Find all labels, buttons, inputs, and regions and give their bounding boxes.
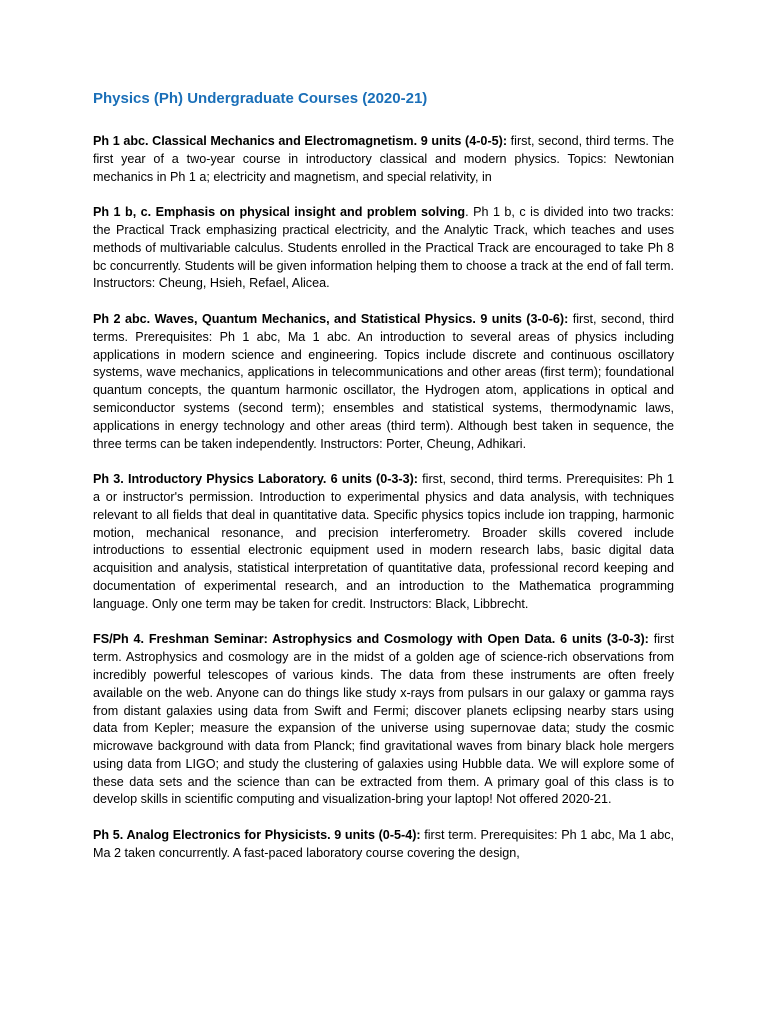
- course-description: . Ph 1 b, c is divided into two tracks: the Practical Track emphasizing practical electricity, and the Analytic Track, which teaches and uses methods of multivariable calculus. Students enrolled in the Practical Track are encouraged to take Ph 8 bc concurrently. Students will be given information helping them to choose a track at the end of fall term. Instructors: Cheung, Hsieh, Refael, Alicea.: [93, 205, 674, 291]
- course-ph1bc: [93, 204, 674, 293]
- course-ph3: [93, 471, 674, 613]
- document-page: [93, 88, 674, 880]
- course-heading: FS/Ph 4. Freshman Seminar: Astrophysics and Cosmology with Open Data. 6 units (3-0-3):: [93, 632, 649, 647]
- course-description: first term. Prerequisites: Ph 1 abc, Ma 1 abc, Ma 2 taken concurrently. A fast-paced laboratory course covering the design,: [93, 828, 674, 860]
- course-description: first, second, third terms. Prerequisites: Ph 1 abc, Ma 1 abc. An introduction to several areas of physics including applications in modern science and engineering. Topics include discrete and continuous oscillatory systems, wave mechanics, applications in telecommunications and other areas (first term); foundational quantum concepts, the quantum harmonic oscillator, the Hydrogen atom, applications in optical and semiconductor systems (second term); ensembles and statistical systems, thermodynamic laws, applications in energy technology and other areas (third term). Although best taken in sequence, the three terms can be taken independently. Instructors: Porter, Cheung, Adhikari.: [93, 311, 674, 451]
- course-fs-ph4: [93, 631, 674, 809]
- course-heading: Ph 3. Introductory Physics Laboratory. 6 units (0-3-3):: [93, 472, 418, 487]
- page-title: Physics (Ph) Undergraduate Courses (2020-21): [93, 90, 428, 107]
- course-heading: Ph 5. Analog Electronics for Physicists. 9 units (0-5-4):: [93, 828, 421, 843]
- course-description: first, second, third terms. The first year of a two-year course in introductory classical and modern physics. Topics: Newtonian mechanics in Ph 1 a; electricity and magnetism, and special relativity, in: [93, 134, 674, 184]
- course-ph5: [93, 827, 674, 863]
- course-heading: Ph 1 abc. Classical Mechanics and Electromagnetism. 9 units (4-0-5):: [93, 134, 508, 148]
- course-description: first, second, third terms. Prerequisites: Ph 1 a or instructor's permission. Introduction to experimental physics and data analysis, with techniques relevant to all fields that deal in quantitative data. Specific physics topics include ion trapping, harmonic motion, mechanical resonance, and precision interferometry. Broader skills covered include introductions to essential electronic equipment used in modern research labs, basic digital data acquisition and analysis, statistical interpretation of quantitative data, professional record keeping and documentation of experimental research, and an introduction to the Mathematica programming language. Only one term may be taken for credit. Instructors: Black, Libbrecht.: [93, 472, 674, 611]
- course-heading: Ph 1 b, c. Emphasis on physical insight and problem solving: [93, 205, 466, 220]
- course-heading: Ph 2 abc. Waves, Quantum Mechanics, and Statistical Physics. 9 units (3-0-6):: [93, 311, 569, 326]
- course-ph2abc: [93, 311, 674, 453]
- course-description: first term. Astrophysics and cosmology are in the midst of a golden age of science-rich observations from incredibly powerful telescopes of various kinds. The data from these instruments are often freely available on the web. Anyone can do things like study x-rays from pulsars in our galaxy or gamma rays from distant galaxies using data from Swift and Fermi; discover planets eclipsing nearby stars using data from Kepler; measure the expansion of the universe using supernovae data; study the cosmic microwave background with data from Planck; find gravitational waves from binary black hole mergers using data from LIGO; and study the clustering of galaxies using Hubble data. We will explore some of these data sets and the science than can be extracted from them. A primary goal of this class is to develop skills in scientific computing and visualization-bring your laptop! Not offered 2020-21.: [93, 632, 674, 807]
- course-ph1abc: [93, 133, 674, 186]
